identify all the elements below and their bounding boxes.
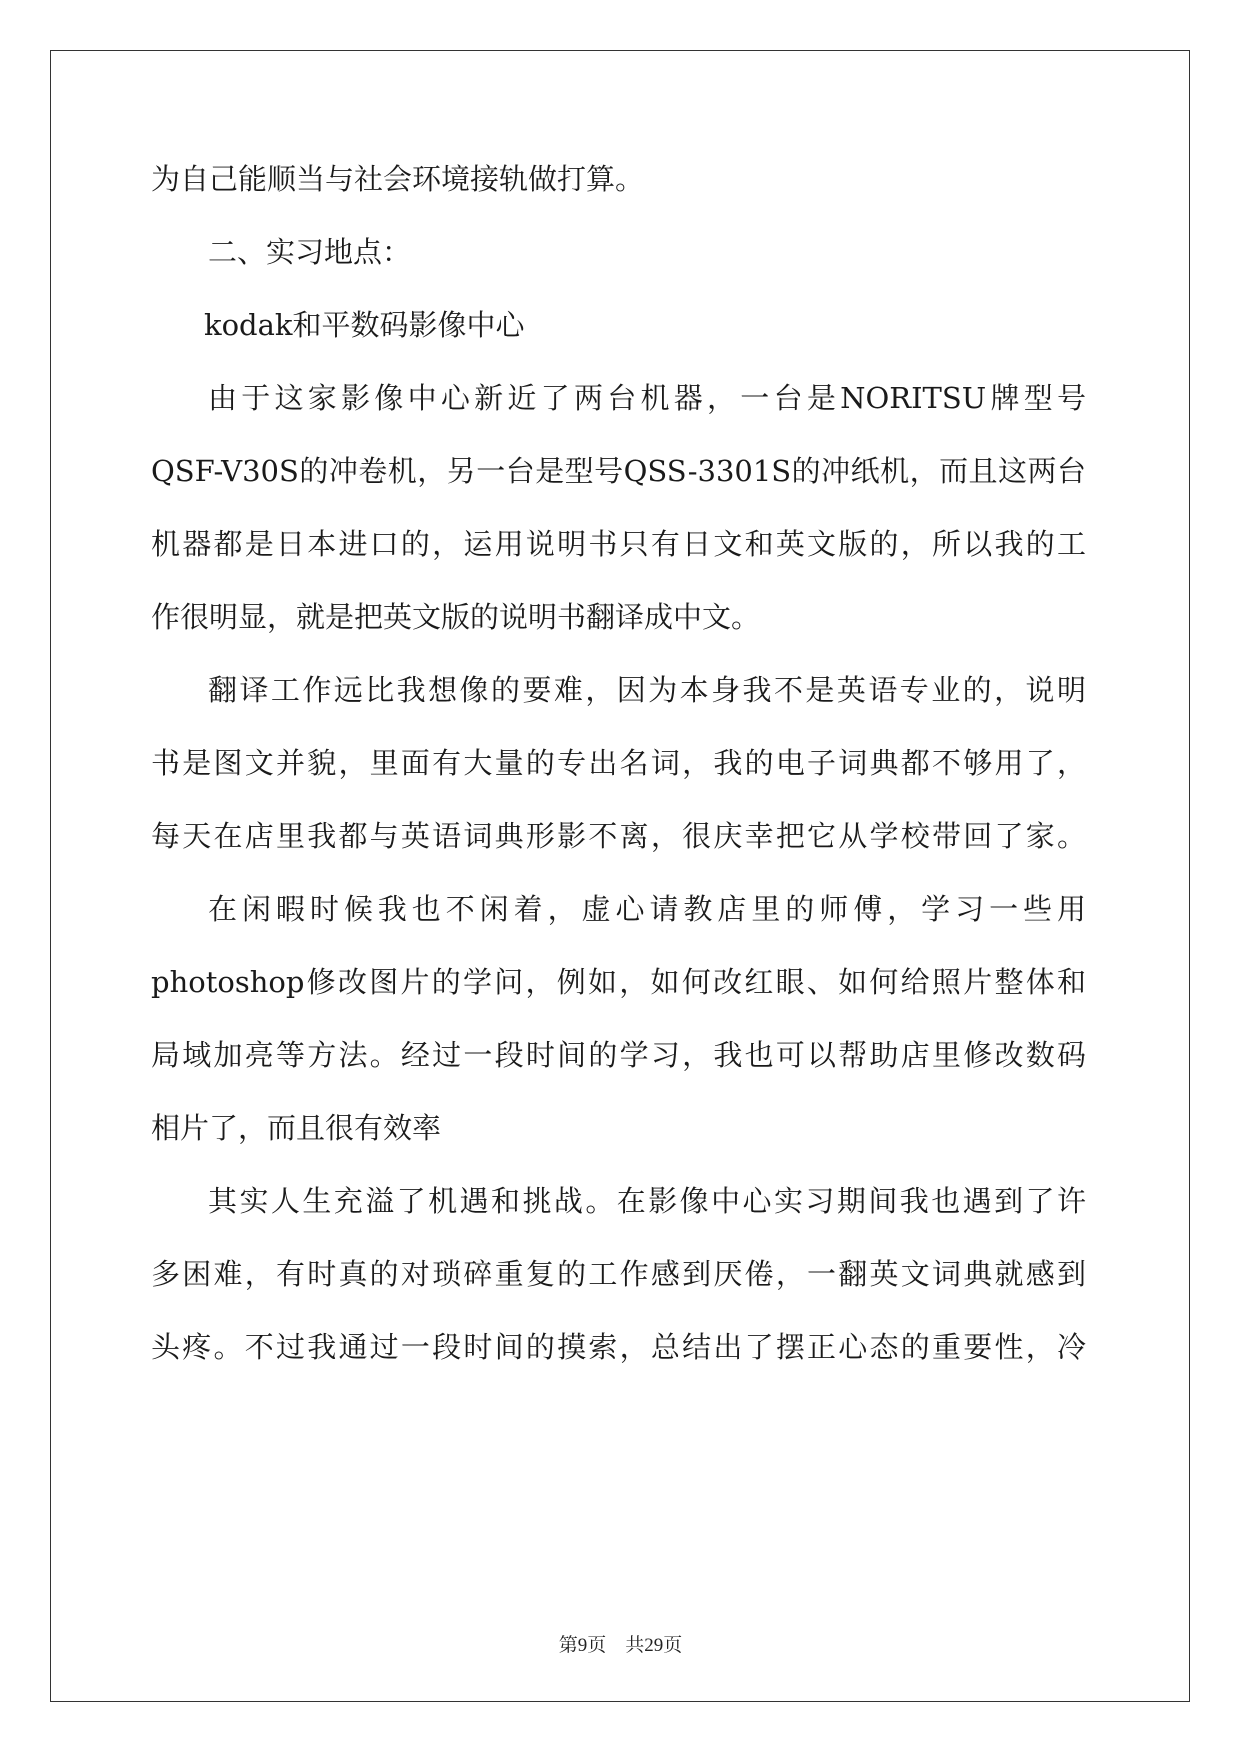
text-line: photoshop修改图片的学问，例如，如何改红眼、如何给照片整体和 — [151, 965, 1086, 999]
text-line: 由于这家影像中心新近了两台机器，一台是NORITSU牌型号 — [208, 381, 1086, 415]
text-line: 机器都是日本进口的，运用说明书只有日文和英文版的，所以我的工 — [151, 527, 1086, 561]
text-line: 每天在店里我都与英语词典形影不离，很庆幸把它从学校带回了家。 — [151, 819, 1086, 853]
text-line: 为自己能顺当与社会环境接轨做打算。 — [151, 162, 645, 196]
text-line: 多困难，有时真的对琐碎重复的工作感到厌倦，一翻英文词典就感到 — [151, 1257, 1086, 1291]
text-line: 书是图文并貌，里面有大量的专出名词，我的电子词典都不够用了， — [151, 746, 1086, 780]
text-line: 翻译工作远比我想像的要难，因为本身我不是英语专业的，说明 — [208, 673, 1086, 707]
text-line: 局域加亮等方法。经过一段时间的学习，我也可以帮助店里修改数码 — [151, 1038, 1086, 1072]
section-heading: 二、实习地点： — [208, 235, 412, 269]
page-border — [50, 50, 1190, 1702]
text-line: 相片了，而且很有效率 — [151, 1111, 442, 1145]
text-line: QSF-V30S的冲卷机，另一台是型号QSS-3301S的冲纸机，而且这两台 — [151, 454, 1086, 488]
page-number: 第9页 共29页 — [558, 1635, 683, 1656]
text-line: kodak和平数码影像中心 — [204, 308, 525, 342]
text-line: 在闲暇时候我也不闲着，虚心请教店里的师傅，学习一些用 — [208, 892, 1086, 926]
text-line: 其实人生充溢了机遇和挑战。在影像中心实习期间我也遇到了许 — [208, 1184, 1086, 1218]
text-line: 头疼。不过我通过一段时间的摸索，总结出了摆正心态的重要性，冷 — [151, 1330, 1086, 1364]
text-line: 作很明显，就是把英文版的说明书翻译成中文。 — [151, 600, 761, 634]
